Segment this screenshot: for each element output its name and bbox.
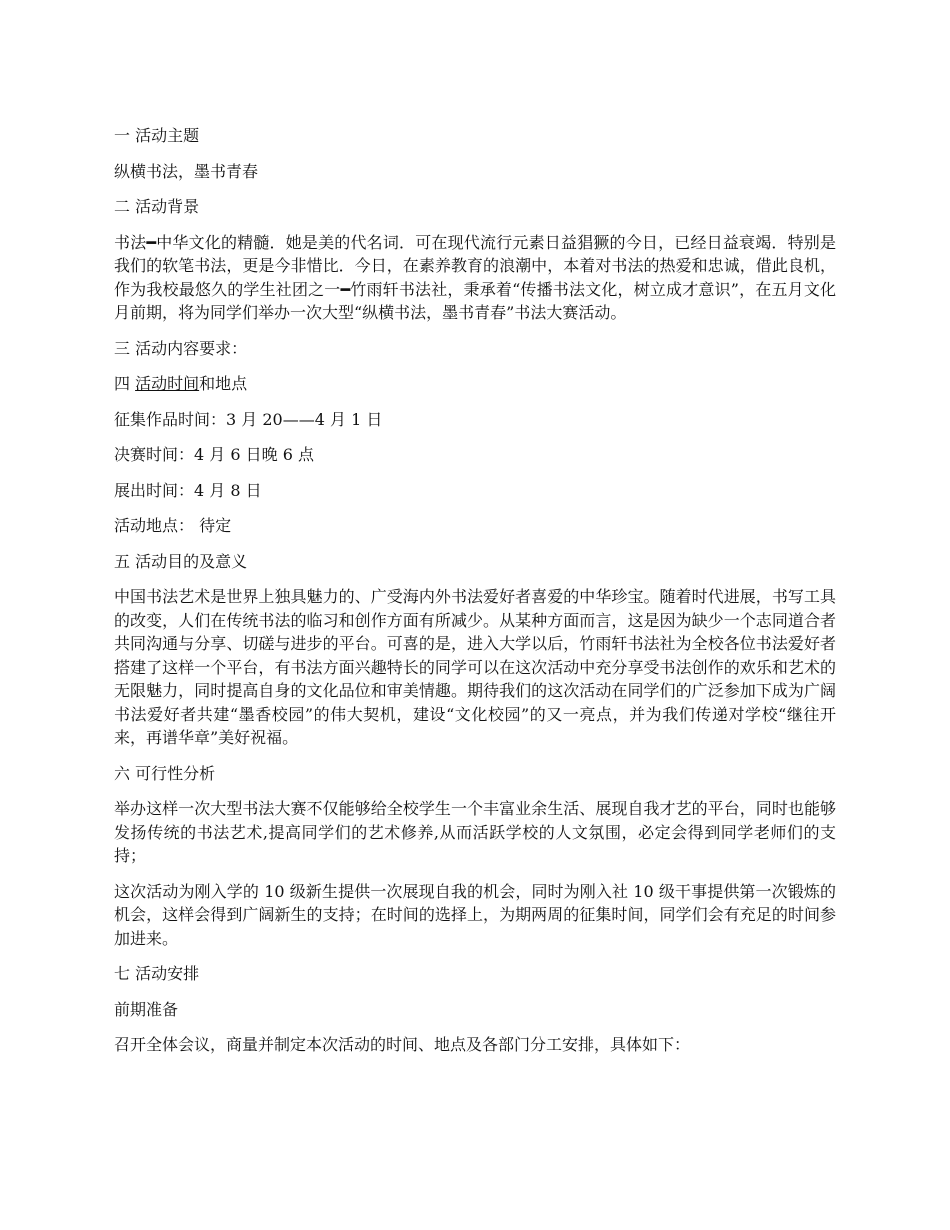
- section-1-body: 纵横书法，墨书青春: [114, 161, 259, 181]
- activity-place: 活动地点： 待定: [114, 516, 232, 535]
- section-5-heading: 五 活动目的及意义: [114, 551, 248, 571]
- section-5-body: 中国书法艺术是世界上独具魅力的、广受海内外书法爱好者喜爱的中华珍宝。随着时代进展，书写工具的改变，人们在传统书法的临习和创作方面有所减少。从某种方面而言，这是因为缺少一个志同道合者共同沟通与分享、切磋与进步的平台。可喜的是，进入大学以后，竹雨轩书法社为全校各位书法爱好者搭建了这样一个平台，有书法方面兴趣特长的同学可以在这次活动中充分享受书法创作的欢乐和艺术的无限魅力，同时提高自身的文化品位和审美情趣。期待我们的这次活动在同学们的广泛参加下成为广阔书法爱好者共建“墨香校园”的伟大契机，建设“文化校园”的又一亮点，并为我们传递对学校“继往开来，再谱华章”美好祝福。: [114, 587, 836, 747]
- activity-time-link[interactable]: 活动时间: [135, 374, 200, 393]
- section-2-body: 书法━中华文化的精髓．她是美的代名词．可在现代流行元素日益猖獗的今日，已经日益衰竭．特别是我们的软笔书法，更是今非惜比．今日，在素养教育的浪潮中，本着对书法的热爱和忠诚，借此良机，作为我校最悠久的学生社团之一━竹雨轩书法社，秉承着“传播书法文化，树立成才意识”，在五月文化月前期，将为同学们举办一次大型“纵横书法，墨书青春”书法大赛活动。: [114, 232, 836, 322]
- section-3-heading: 三 活动内容要求：: [114, 338, 248, 358]
- section-4-heading: [114, 372, 836, 396]
- section-6-heading: 六 可行性分析: [114, 763, 216, 783]
- section-1-heading: 一 活动主题: [114, 126, 200, 145]
- time-exhibit: 展出时间：4 月 8 日: [114, 480, 262, 500]
- time-collect: 征集作品时间：3 月 20——4 月 1 日: [114, 409, 383, 429]
- section-4-prefix: 四: [114, 374, 136, 393]
- time-final: 决赛时间：4 月 6 日晚 6 点: [114, 445, 314, 464]
- document-page: [114, 124, 836, 1069]
- section-7-heading: 七 活动安排: [114, 964, 200, 983]
- section-6-body-1: 举办这样一次大型书法大赛不仅能够给全校学生一个丰富业余生活、展现自我才艺的平台，同时也能够发扬传统的书法艺术,提高同学们的艺术修养,从而活跃学校的人文氛围，必定会得到同学老师们的支持；: [114, 799, 836, 865]
- section-6-body-2: 这次活动为刚入学的 10 级新生提供一次展现自我的机会，同时为刚入社 10 级干事提供第一次锻炼的机会，这样会得到广阔新生的支持；在时间的选择上，为期两周的征集时间，同学们会有充足的时间参加进来。: [114, 881, 836, 948]
- section-2-heading: 二 活动背景: [114, 197, 200, 216]
- section-4-suffix: 和地点: [199, 374, 248, 393]
- section-7-body: 召开全体会议，商量并制定本次活动的时间、地点及各部门分工安排，具体如下：: [114, 1035, 691, 1054]
- section-7-subheading: 前期准备: [114, 999, 179, 1019]
